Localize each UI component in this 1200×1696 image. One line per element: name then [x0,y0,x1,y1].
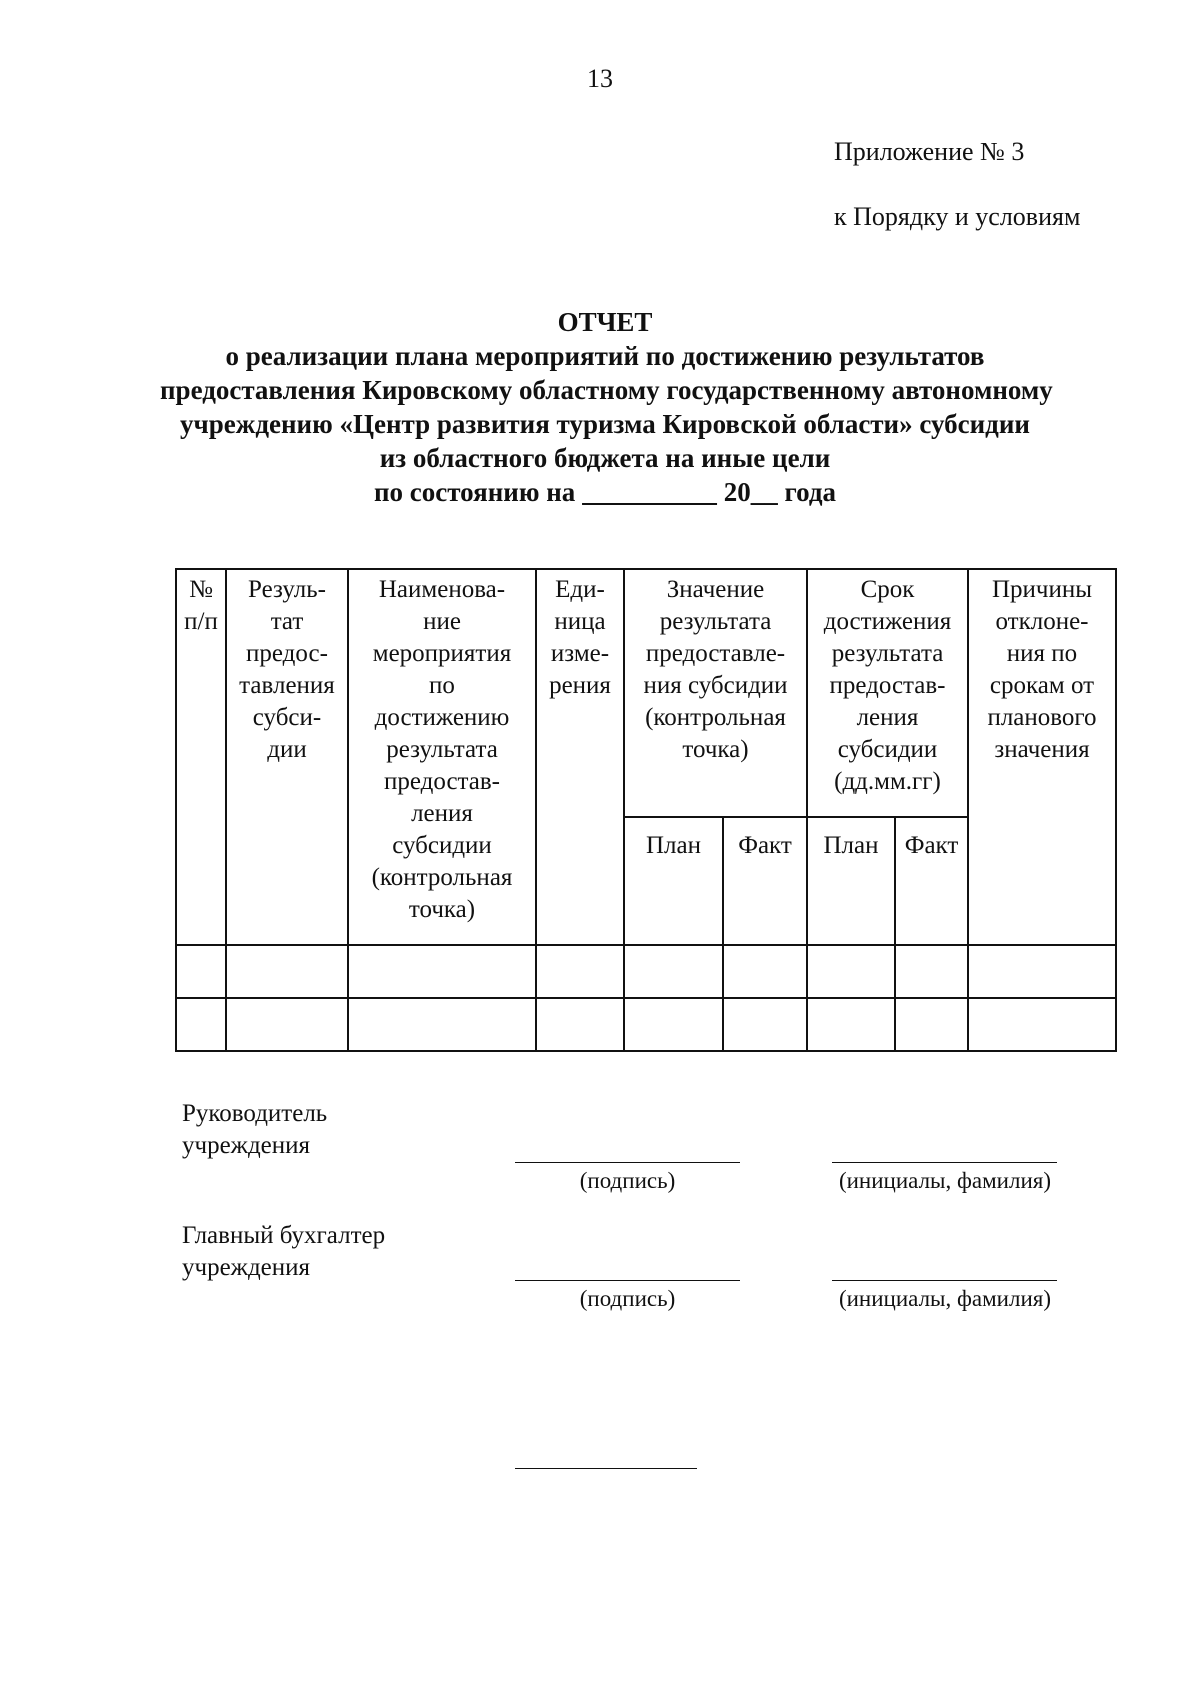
table-cell [348,998,536,1051]
director-name-line [832,1162,1057,1163]
title-line: предоставления Кировскому областному государственному автономному [160,375,1053,405]
page-number: 13 [587,64,613,93]
table-row [176,998,1116,1051]
director-name-caption: (инициалы, фамилия) [838,1168,1052,1193]
subheader-plan: План [807,817,895,945]
subheader-plan: План [624,817,723,945]
table-cell [226,998,348,1051]
table-cell [723,945,807,998]
table-cell [723,998,807,1051]
table-cell [226,945,348,998]
table-cell [624,945,723,998]
table-cell [807,998,895,1051]
accountant-signature-line [515,1280,740,1281]
header-event: Наименова- ние мероприятия по достижению результата предостав- ления субсидии (контрольная точка) [348,569,536,945]
table-cell [895,998,968,1051]
table-cell [968,998,1116,1051]
table-cell [536,998,624,1051]
table-cell [348,945,536,998]
date-blank [582,477,717,507]
header-term: Срок достижения результата предостав- ления субсидии (дд.мм.гг) [807,569,968,817]
subheader-fact: Факт [895,817,968,945]
appendix-order: к Порядку и условиям [834,202,1081,231]
header-result: Резуль- тат предос- тавления субси- дии [226,569,348,945]
date-year: 20__ [723,477,778,507]
table-cell [536,945,624,998]
report-table [175,568,1117,1052]
director-signature-caption: (подпись) [579,1168,676,1193]
date-prefix: по состоянию на [373,477,576,507]
title-line: о реализации плана мероприятий по достижению результатов [225,341,985,371]
table-cell [624,998,723,1051]
report-heading: ОТЧЕТ [557,307,653,337]
header-reasons: Причины отклоне- ния по срокам от планового значения [968,569,1116,945]
table-cell [176,998,226,1051]
title-line: учреждению «Центр развития туризма Кировской области» субсидии [180,409,1030,439]
accountant-name-line [832,1280,1057,1281]
report-date-line [160,475,1050,509]
header-unit: Еди- ница изме- рения [536,569,624,945]
report-title-block [160,305,1053,509]
end-separator-line [515,1468,697,1469]
date-suffix: года [784,477,837,507]
table-cell [968,945,1116,998]
header-num: № п/п [176,569,226,945]
title-line: из областного бюджета на иные цели [379,443,831,473]
accountant-name-caption: (инициалы, фамилия) [838,1286,1052,1311]
table-cell [895,945,968,998]
accountant-signature-caption: (подпись) [579,1286,676,1311]
header-value: Значение результата предоставле- ния субсидии (контрольная точка) [624,569,807,817]
table-cell [807,945,895,998]
table-cell [176,945,226,998]
subheader-fact: Факт [723,817,807,945]
director-role: Руководитель учреждения [182,1100,328,1159]
appendix-number: Приложение № 3 [834,137,1025,166]
director-signature-line [515,1162,740,1163]
table-row [176,945,1116,998]
accountant-role: Главный бухгалтер учреждения [182,1222,386,1281]
